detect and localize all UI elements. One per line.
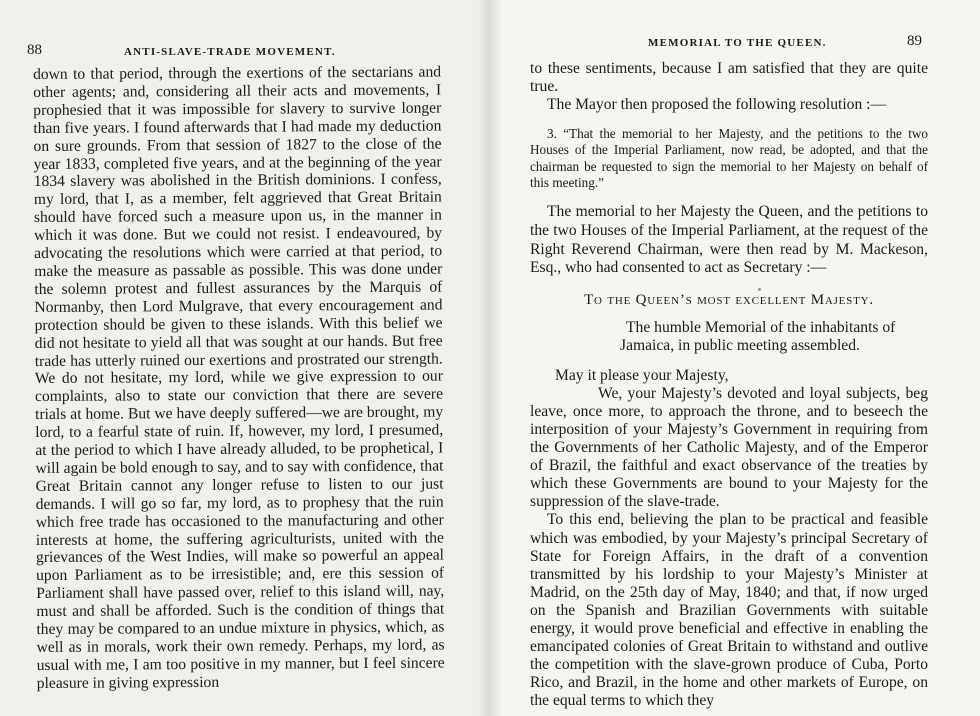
memorial-body-2: To this end, believing the plan to be practical and feasible which was embodied, by your Majesty’s principal Secretary of State for Foreign Affairs, in the draft of a convention transmitted by his lordship to your Majesty’s Minister at Madrid, on the 25th day of May, 1840; and that, if now urged on the Spanish and Brazilian Governments with suitable energy, it would prove beneficial and effective in enabling the emancipated colonies of Great Britain to withstand and outlive the competition with the slave-grown produce of Cuba, Porto Rico, and Brazil, in the home and other markets of Europe, on the equal terms to which they — [530, 511, 928, 710]
paper-speck — [758, 288, 761, 291]
book-gutter-shadow — [478, 0, 502, 716]
reading-paragraph: The memorial to her Majesty the Queen, and the petitions to the two Houses of the Imperial Parliament, at the request of the Right Reverend Chairman, were then read by M. Mackeson, Esq., who had consented to act as Secretary :— — [530, 203, 928, 277]
resolution-text: 3. “That the memorial to her Majesty, and the petitions to the two Houses of the Imperial Parliament, now read, be adopted, and that the chairman be requested to sign the memorial to her Majesty on behalf of this meeting.” — [530, 125, 928, 190]
salutation: May it please your Majesty, — [555, 366, 729, 384]
memorial-address: To the Queen’s most excellent Majesty. — [584, 292, 874, 309]
right-page — [490, 0, 980, 716]
right-page-number: 89 — [907, 33, 922, 49]
continuation-paragraph: to these sentiments, because I am satisfied that they are quite true. — [530, 60, 928, 95]
right-text-column — [530, 60, 928, 710]
memorial-title: The humble Memorial of the inhabitants of Jamaica, in public meeting assembled. — [620, 319, 896, 355]
mayor-line: The Mayor then proposed the following resolution :— — [547, 95, 887, 113]
left-page-number: 88 — [27, 42, 42, 58]
left-body-paragraph: down to that period, through the exertions of the sectarians and other agents; and, considering all their acts and movements, I prophesied that it was impossible for slavery to survive longer than five years. I found afterwards that I had made my deduction on sure grounds. From that session of 1827 to the close of the year 1833, completed five years, and at the beginning of the year 1834 slavery was abolished in the British dominions. I confess, my lord, that I, as a member, felt aggrieved that Great Britain should have forced such a measure upon us, in the manner in which it was done. But we could not resist. I endeavoured, by advocating the resolutions which were carried at that period, to make the measure as passable as possible. This was done under the solemn protest and fullest assurances by the Marquis of Normanby, then Lord Mulgrave, that every encouragement and protection should be given to these islands. With this belief we did not hesitate to yield all that was sought at our hands. But free trade has utterly ruined our exertions and prostrated our strength. We do not hesitate, my lord, while we give expression to our complaints, also to state our conviction that there are severe trials at home. But we have deeply suffered—we are brought, my lord, to a fearful state of ruin. If, however, my lord, I presumed, at the period to which I have already alluded, to be prophetical, I will again be bold enough to say, and to say with confidence, that Great Britain cannot any longer refuse to listen to our just demands. I will go so far, my lord, as to prophesy that the ruin which free trade has occasioned to the manufacturing and other interests at home, the suffering agriculturists, united with the grievances of the West Indies, will make so powerful an appeal upon Parliament as to be irresistible; and, ere this session of Parliament shall have passed over, relief to this island will, nay, must and shall be afforded. Such is the condition of things that they may be compared to an undue mixture in physics, which, as well as in morals, work their own remedy. Perhaps, my lord, as usual with me, I am too positive in my manner, but I feel sincere pleasure in giving expression — [33, 63, 445, 692]
memorial-body-1: We, your Majesty’s devoted and loyal subjects, beg leave, once more, to approach the throne, and to beseech the interposition of your Majesty’s Government in requiring from the Governments of her Catholic Majesty, and of the Emperor of Brazil, the faithful and exact observance of the treaties by which these Governments are bound to your Majesty for the suppression of the slave-trade. — [530, 384, 928, 511]
left-text-column — [33, 64, 445, 693]
right-running-head: MEMORIAL TO THE QUEEN. — [648, 37, 827, 49]
left-running-head: ANTI-SLAVE-TRADE MOVEMENT. — [124, 46, 336, 58]
